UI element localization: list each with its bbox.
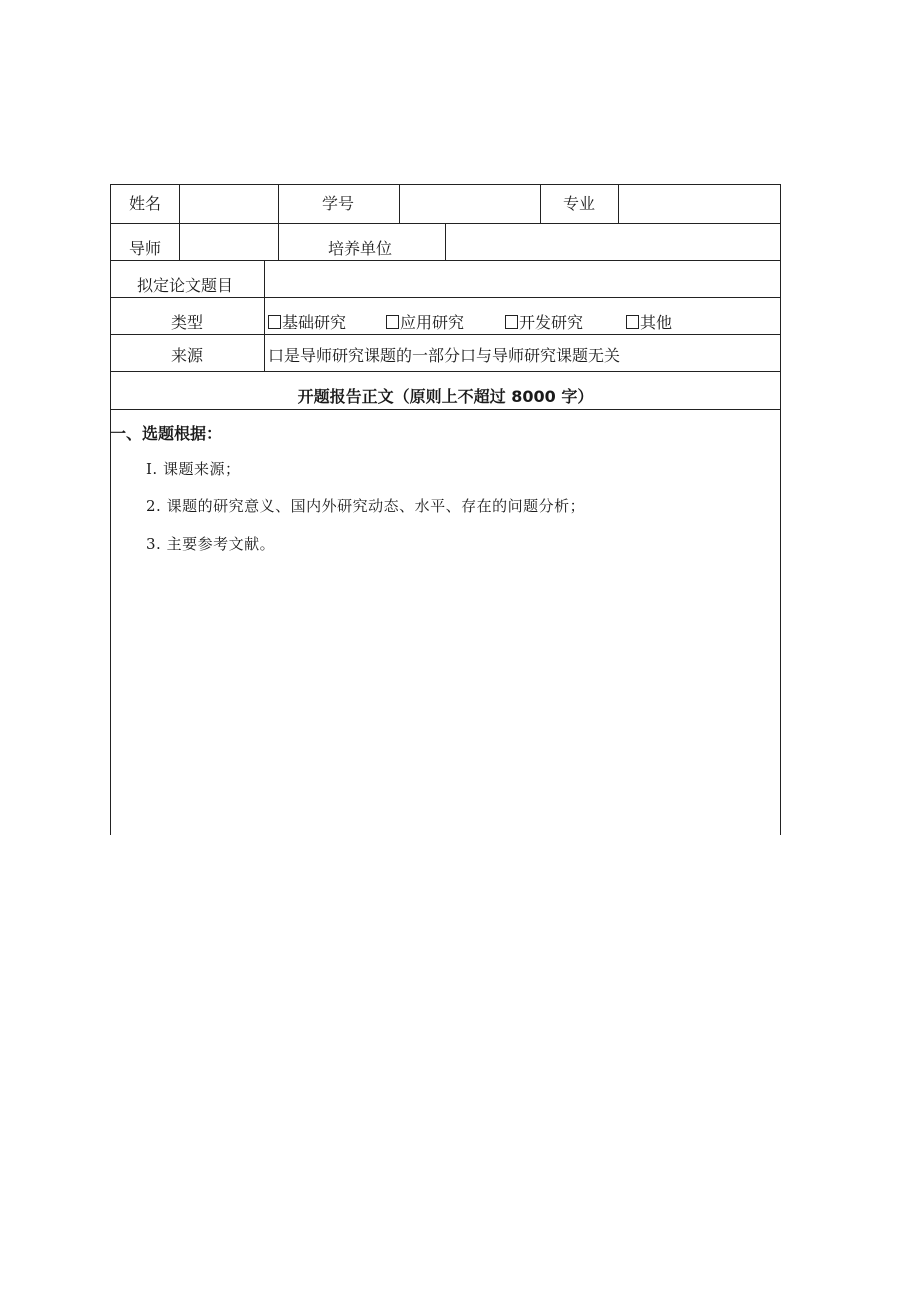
major-label: 专业 — [563, 194, 596, 213]
type-option-basic[interactable]: 基础研究 — [268, 313, 346, 333]
table-border-left — [110, 184, 111, 835]
cell-divider — [278, 184, 279, 223]
list-item: 2. 课题的研究意义、国内外研究动态、水平、存在的问题分析； — [146, 497, 586, 515]
checkbox-icon — [268, 315, 281, 329]
type-option-other[interactable]: 其他 — [626, 313, 672, 333]
proposal-form — [110, 184, 781, 835]
type-option-applied[interactable]: 应用研究 — [386, 313, 464, 333]
type-option-development[interactable]: 开发研究 — [505, 313, 583, 333]
student-id-label: 学号 — [322, 194, 355, 213]
row-divider — [110, 334, 781, 335]
checkbox-icon — [505, 315, 518, 329]
advisor-input[interactable] — [180, 224, 278, 260]
cell-divider — [540, 184, 541, 223]
major-input[interactable] — [619, 185, 780, 223]
source-options[interactable]: 口是导师研究课题的一部分口与导师研究课题无关 — [268, 346, 621, 365]
cell-divider — [278, 223, 279, 260]
list-item: I. 课题来源； — [146, 460, 241, 478]
training-unit-input[interactable] — [446, 224, 780, 260]
thesis-title-input[interactable] — [265, 261, 780, 297]
row-divider — [110, 371, 781, 372]
advisor-label: 导师 — [129, 239, 162, 258]
list-item: 3. 主要参考文献。 — [146, 535, 276, 553]
checkbox-icon — [386, 315, 399, 329]
table-border-right — [780, 184, 781, 835]
source-label: 来源 — [171, 346, 204, 365]
row-divider — [110, 409, 781, 410]
row-divider — [110, 297, 781, 298]
thesis-title-label: 拟定论文题目 — [137, 276, 234, 295]
student-id-input[interactable] — [400, 185, 540, 223]
report-title: 开题报告正文（原则上不超过 8000 字） — [297, 387, 594, 406]
checkbox-icon — [626, 315, 639, 329]
name-label: 姓名 — [129, 194, 162, 213]
name-input[interactable] — [180, 185, 278, 223]
type-label: 类型 — [171, 313, 204, 332]
training-unit-label: 培养单位 — [328, 239, 393, 258]
section-heading: 一、选题根据： — [110, 424, 223, 443]
